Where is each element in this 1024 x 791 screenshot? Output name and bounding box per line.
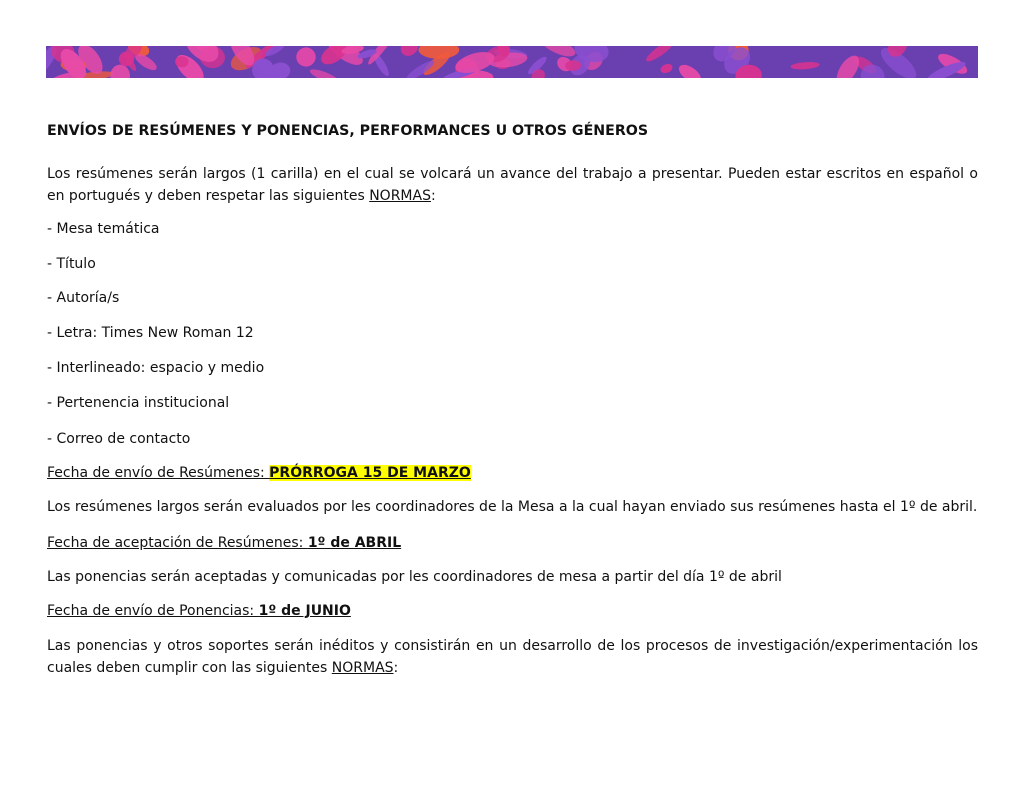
norms-link: NORMAS: [331, 659, 394, 676]
decorative-banner: [46, 46, 978, 78]
intro-paragraph: [47, 164, 978, 207]
deadline-submission-value: PRÓRROGA 15 DE MARZO: [269, 465, 471, 481]
deadline-papers-value: 1º de JUNIO: [258, 603, 351, 619]
deadline-acceptance-value: 1º de ABRIL: [307, 535, 402, 551]
banner-pattern: [46, 46, 978, 78]
norm-item: - Correo de contacto: [47, 431, 191, 447]
acceptance-paragraph: Las ponencias serán aceptadas y comunicadas por les coordinadores de mesa a partir del día 1º de abril: [47, 569, 782, 585]
deadline-acceptance-label: Fecha de aceptación de Resúmenes:: [47, 535, 308, 551]
deadline-acceptance: [47, 533, 978, 555]
norm-item: - Pertenencia institucional: [47, 395, 230, 411]
papers-paragraph: [47, 636, 978, 679]
deadline-submission: [47, 463, 978, 485]
papers-text: Las ponencias y otros soportes serán inéditos y consistirán en un desarrollo de los procesos de investigación/experimentación los cuales deben cumplir con las siguientes: [47, 638, 978, 676]
section-heading: ENVÍOS DE RESÚMENES Y PONENCIAS, PERFORMANCES U OTROS GÉNEROS: [47, 123, 649, 139]
intro-text: Los resúmenes serán largos (1 carilla) en el cual se volcará un avance del trabajo a presentar. Pueden estar escritos en español o en portugués y deben respetar las siguientes: [47, 166, 978, 204]
evaluation-paragraph: Los resúmenes largos serán evaluados por les coordinadores de la Mesa a la cual hayan enviado sus resúmenes hasta el 1º de abril.: [47, 499, 978, 515]
norm-item: - Título: [47, 256, 96, 272]
norm-item: - Letra: Times New Roman 12: [47, 325, 254, 341]
papers-text-end: :: [393, 659, 399, 676]
norm-item: - Interlineado: espacio y medio: [47, 360, 265, 376]
intro-text-end: :: [430, 187, 436, 204]
norm-item: - Autoría/s: [47, 290, 120, 306]
norms-link: NORMAS: [369, 187, 431, 204]
deadline-papers-label: Fecha de envío de Ponencias:: [47, 603, 259, 619]
deadline-submission-label: Fecha de envío de Resúmenes:: [47, 465, 270, 481]
deadline-papers: [47, 601, 978, 623]
norm-item: - Mesa temática: [47, 221, 160, 237]
